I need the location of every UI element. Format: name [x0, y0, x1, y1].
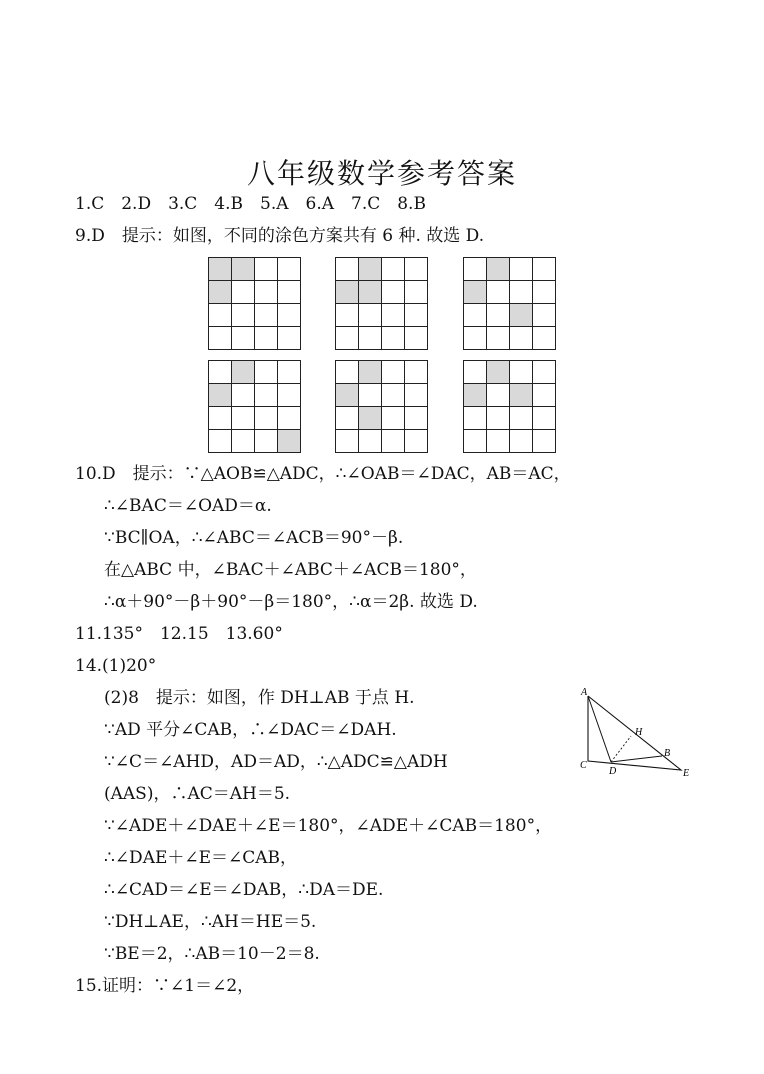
grid-cell	[532, 257, 556, 281]
shaded-cell	[509, 383, 533, 407]
grid-cell	[358, 429, 382, 453]
answer-line-7: ∴α＋90°－β＋90°－β＝180°，∴α＝2β. 故选 D.	[104, 592, 478, 612]
grid-cell	[509, 257, 533, 281]
grid-cell	[486, 383, 510, 407]
label-h: H	[635, 727, 643, 738]
grid-cell	[277, 280, 301, 304]
grid-cell	[463, 326, 487, 350]
answer-line-15: ∴∠DAE＋∠E＝∠CAB，	[104, 848, 298, 868]
answer-line-19: 15.证明：∵∠1＝∠2，	[75, 976, 255, 996]
grid-cell	[381, 360, 405, 384]
shaded-cell	[231, 257, 255, 281]
label-b: B	[664, 748, 671, 759]
grid-cell	[254, 406, 278, 430]
grid-cell	[463, 303, 487, 327]
shaded-cell	[335, 383, 359, 407]
grid-cell	[335, 406, 359, 430]
grid-cell	[231, 406, 255, 430]
page-title: 八年级数学参考答案	[246, 157, 517, 190]
grid-cell	[463, 429, 487, 453]
grid-cell	[532, 360, 556, 384]
answer-line-1: 1.C 2.D 3.C 4.B 5.A 6.A 7.C 8.B	[75, 194, 426, 214]
grid-cell	[404, 303, 428, 327]
label-d: D	[609, 766, 617, 777]
shaded-cell	[208, 383, 232, 407]
grid-cell	[404, 326, 428, 350]
shaded-cell	[277, 429, 301, 453]
grid-cell	[509, 326, 533, 350]
answer-line-3: 10.D 提示：∵△AOB≌△ADC，∴∠OAB＝∠DAC，AB＝AC，	[75, 464, 571, 484]
grid-cell	[277, 326, 301, 350]
grid-cell	[254, 280, 278, 304]
shaded-cell	[231, 360, 255, 384]
grid-cell	[208, 360, 232, 384]
answer-line-11: ∵AD 平分∠CAB，∴∠DAC＝∠DAH.	[104, 720, 397, 740]
grid-cell	[231, 303, 255, 327]
grid-cell	[381, 406, 405, 430]
grid-cell	[208, 303, 232, 327]
answer-line-5: ∵BC∥OA，∴∠ABC＝∠ACB＝90°－β.	[104, 528, 404, 548]
grid-cell	[381, 257, 405, 281]
grid-cell	[381, 383, 405, 407]
grid-cell	[509, 280, 533, 304]
answer-line-16: ∴∠CAD＝∠E＝∠DAB，∴DA＝DE.	[104, 880, 384, 900]
grid-cell	[532, 429, 556, 453]
grid-cell	[277, 303, 301, 327]
grid-cell	[231, 280, 255, 304]
segment-ad	[588, 696, 611, 762]
shaded-cell	[463, 280, 487, 304]
answer-line-18: ∵BE＝2，∴AB＝10－2＝8.	[104, 944, 320, 964]
grid-cell	[404, 360, 428, 384]
grid-cell	[335, 303, 359, 327]
grid-cell	[208, 326, 232, 350]
shaded-cell	[509, 303, 533, 327]
triangle-figure	[577, 686, 699, 782]
grid-cell	[381, 303, 405, 327]
grid-cell	[254, 429, 278, 453]
grid-cell	[335, 257, 359, 281]
grid-cell	[231, 429, 255, 453]
grid-cell	[532, 280, 556, 304]
grid-cell	[532, 326, 556, 350]
grid-cell	[254, 326, 278, 350]
grid-cell	[532, 406, 556, 430]
label-a: A	[581, 687, 588, 698]
grid-cell	[381, 429, 405, 453]
shaded-cell	[208, 257, 232, 281]
grid-cell	[277, 406, 301, 430]
answer-line-13: (AAS)，∴AC＝AH＝5.	[104, 784, 291, 804]
grid-cell	[231, 383, 255, 407]
grid-cell	[208, 406, 232, 430]
grid-cell	[277, 257, 301, 281]
grid-cell	[404, 406, 428, 430]
label-c: C	[580, 760, 587, 771]
grid-cell	[486, 280, 510, 304]
grid-cell	[335, 326, 359, 350]
label-e: E	[683, 768, 690, 779]
answer-line-17: ∵DH⊥AE，∴AH＝HE＝5.	[104, 912, 317, 932]
shaded-cell	[486, 360, 510, 384]
answer-line-8: 11.135° 12.15 13.60°	[75, 624, 283, 644]
grid-cell	[509, 406, 533, 430]
grid-cell	[254, 257, 278, 281]
grid-cell	[277, 360, 301, 384]
grid-cell	[463, 257, 487, 281]
grid-cell	[509, 360, 533, 384]
grid-cell	[532, 383, 556, 407]
grid-cell	[381, 280, 405, 304]
grid-cell	[404, 280, 428, 304]
grid-cell	[358, 326, 382, 350]
answer-line-12: ∵∠C＝∠AHD，AD＝AD，∴△ADC≌△ADH	[104, 752, 448, 772]
grid-cell	[486, 303, 510, 327]
grid-cell	[404, 429, 428, 453]
grid-cell	[486, 429, 510, 453]
grid-cell	[254, 360, 278, 384]
shaded-cell	[463, 383, 487, 407]
grid-cell	[486, 326, 510, 350]
grid-cell	[463, 360, 487, 384]
shaded-cell	[486, 257, 510, 281]
answer-line-10: (2)8 提示：如图，作 DH⊥AB 于点 H.	[104, 688, 415, 708]
grid-cell	[463, 406, 487, 430]
shaded-cell	[208, 280, 232, 304]
grid-cell	[231, 326, 255, 350]
answer-line-14: ∵∠ADE＋∠DAE＋∠E＝180°，∠ADE＋∠CAB＝180°，	[104, 816, 553, 836]
grid-cell	[254, 303, 278, 327]
answer-line-6: 在△ABC 中，∠BAC＋∠ABC＋∠ACB＝180°，	[104, 560, 477, 580]
answer-line-9: 14.(1)20°	[75, 656, 157, 676]
grid-cell	[486, 406, 510, 430]
answer-line-2: 9.D 提示：如图，不同的涂色方案共有 6 种. 故选 D.	[75, 226, 485, 246]
shaded-cell	[358, 257, 382, 281]
grid-cell	[335, 360, 359, 384]
grid-cell	[381, 326, 405, 350]
grid-cell	[208, 429, 232, 453]
shaded-cell	[335, 280, 359, 304]
grid-cell	[404, 257, 428, 281]
segment-db	[611, 756, 662, 762]
shaded-cell	[358, 406, 382, 430]
grid-cell	[277, 383, 301, 407]
grid-cell	[532, 303, 556, 327]
grid-cell	[358, 383, 382, 407]
segment-dh	[611, 736, 631, 762]
answer-line-4: ∴∠BAC＝∠OAD＝α.	[104, 496, 272, 516]
grid-cell	[404, 383, 428, 407]
shaded-cell	[358, 280, 382, 304]
grid-cell	[335, 429, 359, 453]
grid-cell	[254, 383, 278, 407]
shaded-cell	[358, 360, 382, 384]
grid-cell	[358, 303, 382, 327]
grid-cell	[509, 429, 533, 453]
